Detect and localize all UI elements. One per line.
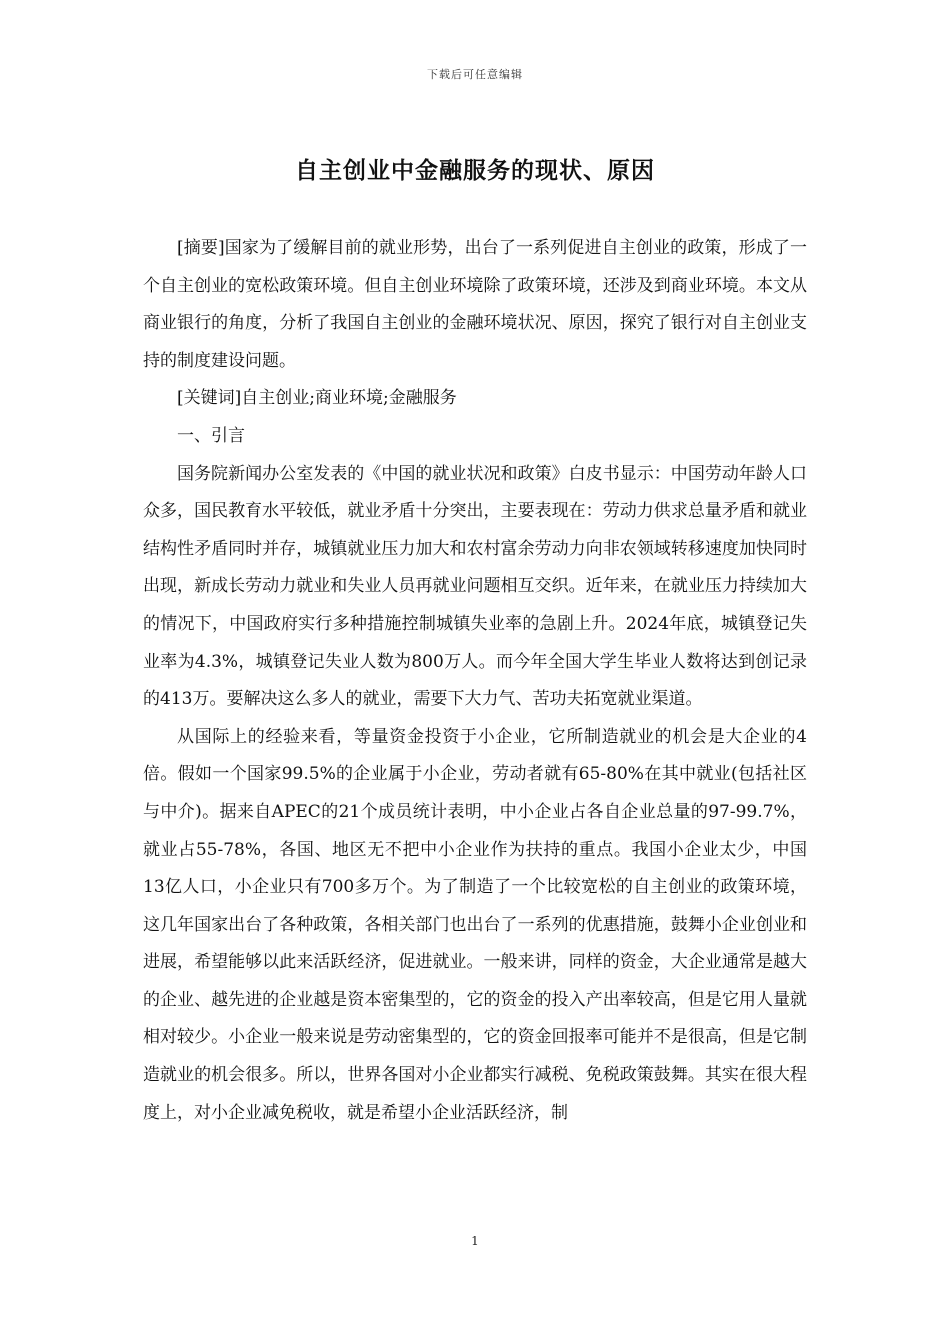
keywords-paragraph: [关键词]自主创业;商业环境;金融服务: [177, 388, 457, 409]
document-body: [143, 230, 807, 1132]
body-paragraph: 从国际上的经验来看，等量资金投资于小企业，它所制造就业的机会是大企业的4倍。假如一个国家99.5%的企业属于小企业，劳动者就有65-80%在其中就业(包括社区与中介)。据来自APEC的21个成员统计表明，中小企业占各自企业总量的97-99.7%，就业占55-78%，各国、地区无不把中小企业作为扶持的重点。我国小企业太少，中国13亿人口，小企业只有700多万个。为了制造了一个比较宽松的自主创业的政策环境，这几年国家出台了各种政策，各相关部门也出台了一系列的优惠措施，鼓舞小企业创业和进展，希望能够以此来活跃经济，促进就业。一般来讲，同样的资金，大企业通常是越大的企业、越先进的企业越是资本密集型的，它的资金的投入产出率较高，但是它用人量就相对较少。小企业一般来说是劳动密集型的，它的资金回报率可能并不是很高，但是它制造就业的机会很多。所以，世界各国对小企业都实行减税、免税政策鼓舞。其实在很大程度上，对小企业减免税收，就是希望小企业活跃经济，制: [143, 726, 807, 1123]
document-title: 自主创业中金融服务的现状、原因: [295, 158, 655, 184]
download-note: 下载后可任意编辑: [427, 68, 523, 81]
page-number: 1: [471, 1234, 479, 1248]
abstract-paragraph: [摘要]国家为了缓解目前的就业形势，出台了一系列促进自主创业的政策，形成了一个自主创业的宽松政策环境。但自主创业环境除了政策环境，还涉及到商业环境。本文从商业银行的角度，分析了我国自主创业的金融环境状况、原因，探究了银行对自主创业支持的制度建设问题。: [143, 238, 807, 371]
section-heading-introduction: 一、引言: [177, 425, 245, 446]
body-paragraph: 国务院新闻办公室发表的《中国的就业状况和政策》白皮书显示：中国劳动年龄人口众多，国民教育水平较低，就业矛盾十分突出，主要表现在：劳动力供求总量矛盾和就业结构性矛盾同时并存，城镇就业压力加大和农村富余劳动力向非农领域转移速度加快同时出现，新成长劳动力就业和失业人员再就业问题相互交织。近年来，在就业压力持续加大的情况下，中国政府实行多种措施控制城镇失业率的急剧上升。2024年底，城镇登记失业率为4.3%，城镇登记失业人数为800万人。而今年全国大学生毕业人数将达到创记录的413万。要解决这么多人的就业，需要下大力气、苦功夫拓宽就业渠道。: [143, 463, 807, 710]
